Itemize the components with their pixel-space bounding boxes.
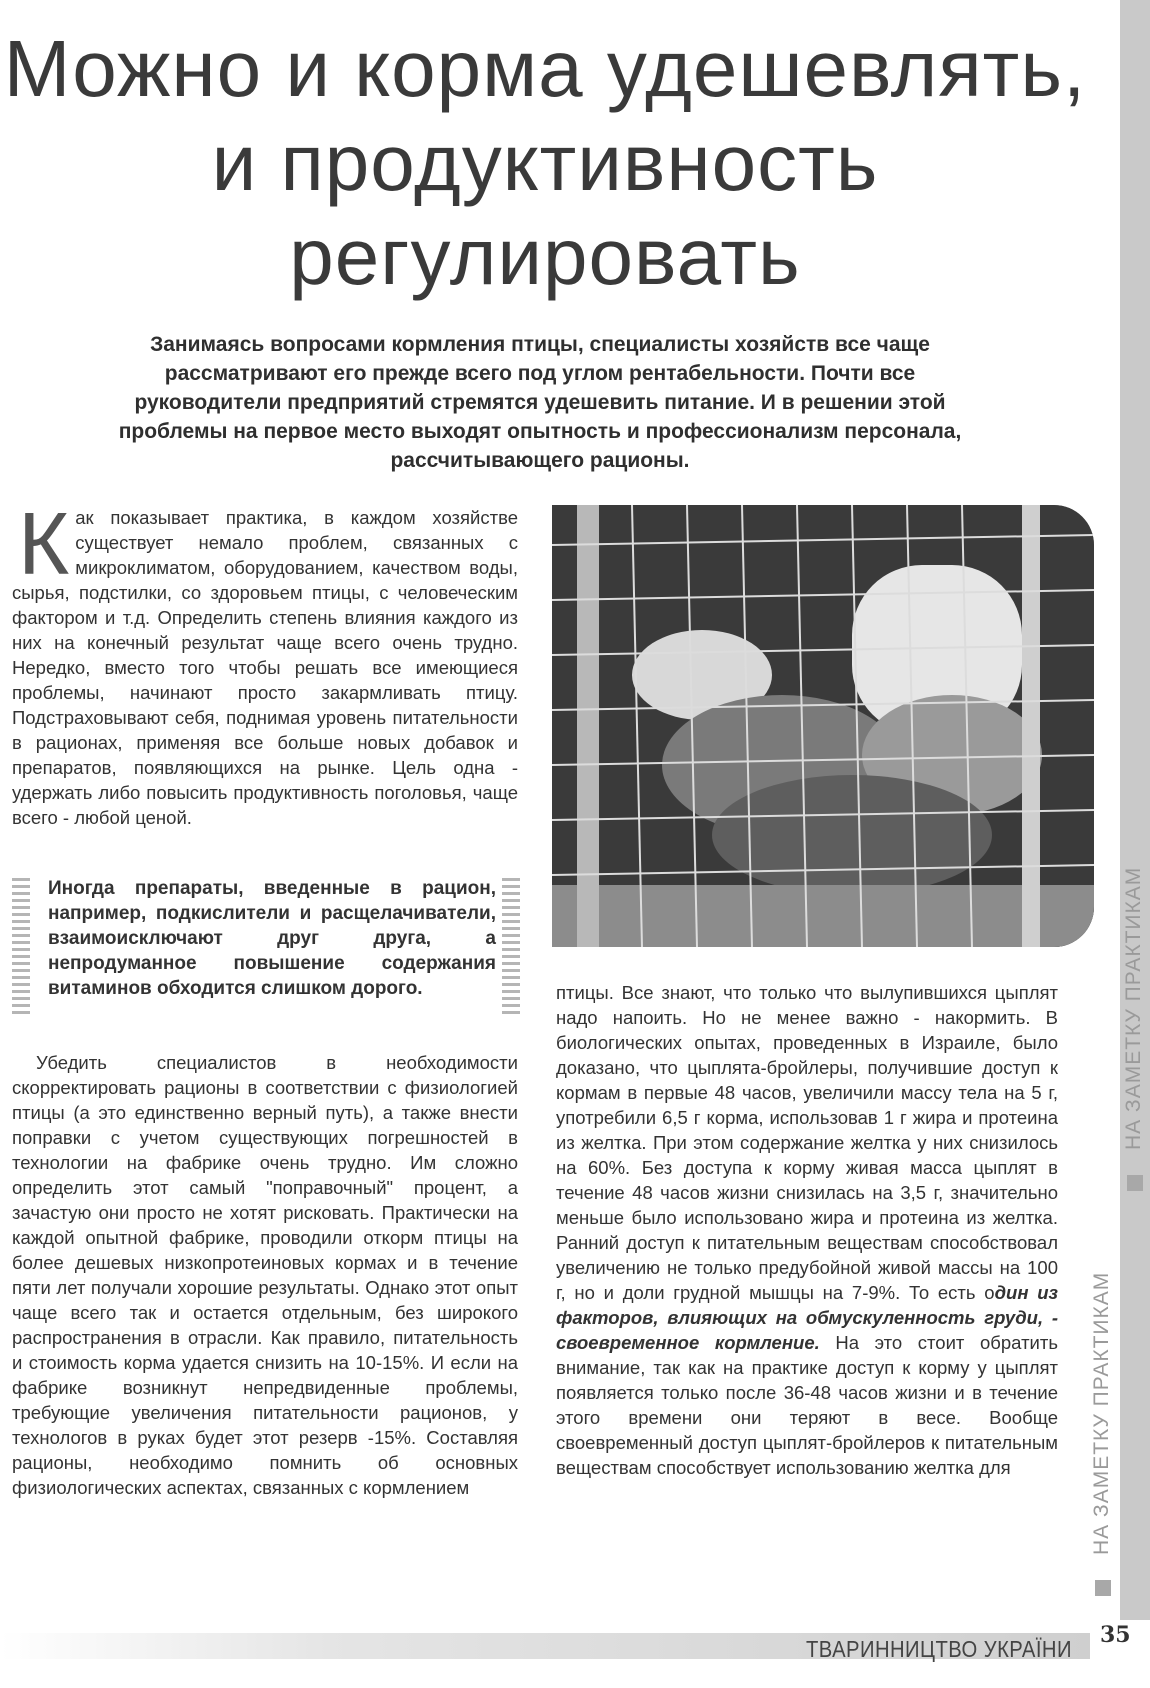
poultry-photo [552,505,1094,947]
magazine-name: ТВАРИННИЦТВО УКРАЇНИ [806,1636,1072,1662]
intro-column [12,494,518,830]
lead-line: Занимаясь вопросами кормления птицы, специалисты хозяйств все чаще [150,333,930,356]
lead-line: проблемы на первое место выходят опытность и профессионализм персонала, [118,420,962,443]
lead-line: рассматривают его прежде всего под углом рентабельности. Почти все [164,362,916,385]
section-marker [1095,1580,1111,1596]
article-title [0,22,1090,304]
title-line: Можно и корма удешевлять, [3,24,1087,113]
section-label: НА ЗАМЕТКУ ПРАКТИКАМ [1122,866,1145,1150]
section-sidebar [1120,0,1150,1620]
section-marker [1127,1175,1143,1191]
lead-paragraph [40,330,1040,475]
intro-paragraph [12,494,518,830]
pull-quote-left-rule [12,878,30,1018]
title-line: регулировать [289,212,801,301]
body-text: птицы. Все знают, что только что вылупившихся цыплят надо напоить. Но не менее важно - накормить. В биологических опытах, проведенных в Израиле, было доказано, что цыплята-бройлеры, получившие доступ к кормам в первые 48 часов, увеличили массу тела на 5 г, употребили 6,5 г корма, использовав 1 г жира и протеина из желтка. При этом содержание желтка у них снизилось на 60%. Без доступа к корму живая масса цыплят в течение 48 часов жизни снизилась на 3,5 г, значительно меньше было использовано жира и протеина из желтка. Ранний доступ к питательным веществам способствовал увеличению не только предубойной живой массы на 100 г, но и доли грудной мышцы на 7-9%. То есть о [556,982,1058,1303]
body-paragraph: Убедить специалистов в необходимости скорректировать рационы в соответствии с физиологией птицы (а это единственно верный путь), а также внести поправки с учетом существующих погрешностей в технологии на фабрике очень трудно. Им сложно определить этот самый "поправочный" процент, а зачастую они просто не хотят рисковать. Практически на каждой опытной фабрике, проводили откорм птицы на более дешевых низкопротеиновых кормах и в течение пяти лет получали хорошие результаты. Однако этот опыт чаще всего так и остается отдельным, без широкого распространения в отрасли. Как правило, питательность и стоимость корма удается снизить на 10-15%. И если на фабрике возникнут непредвиденные проблемы, требующие увеличения питательности рационов, у технологов в руках будет этот резерв -15%. Составляя рационы, необходимо помнить об основных физиологических аспектах, связанных с кормлением [12,1052,518,1498]
emphasized-text: дин из факторов, влияющих на обмускуленность груди, - своевременное кормление. [556,1282,1058,1353]
pull-quote-right-rule [502,878,520,1018]
pull-quote-text: Иногда препараты, введенные в рацион, например, подкислители и расщелачиватели, взаимоисключают друг друга, а непродуманное повышение содержания витаминов обходится слишком дорого. [48,878,496,999]
body-text: На это стоит обратить внимание, так как на практике доступ к корму у цыплят появляется только после 36-48 часов жизни и в течение этого времени они теряют в весе. Вообще своевременный доступ цыплят-бройлеров к питательным веществам способствует использованию желтка для [556,1332,1058,1478]
lead-line: руководители предприятий стремятся удешевить питание. И в решении этой [134,391,946,414]
pull-quote [12,872,520,1018]
page-number: 35 [1100,1622,1131,1648]
section-label: НА ЗАМЕТКУ ПРАКТИКАМ [1090,1271,1113,1555]
left-body-column [12,1050,518,1500]
title-line: и продуктивность [211,118,879,207]
poultry-photo-icon [552,505,1094,947]
body-paragraph [556,980,1058,1480]
lead-line: рассчитывающего рационы. [390,449,690,472]
right-body-column [556,980,1058,1480]
intro-text: ак показывает практика, в каждом хозяйстве существует немало проблем, связанных с микроклиматом, оборудованием, качеством воды, сырья, подстилки, со здоровьем птицы, с человеческим фактором и т.д. Определить степень влияния каждого из них на конечный результат чаще всего очень трудно. Нередко, вместо того чтобы решать все имеющиеся проблемы, начинают просто закармливать птицу. Подстраховывают себя, поднимая уровень питательности в рационах, применяя все больше новых добавок и препаратов, появляющихся на рынке. Цель одна - удержать либо повысить продуктивность поголовья, чаще всего - любой ценой. [12,507,518,828]
drop-cap: К [18,494,70,593]
